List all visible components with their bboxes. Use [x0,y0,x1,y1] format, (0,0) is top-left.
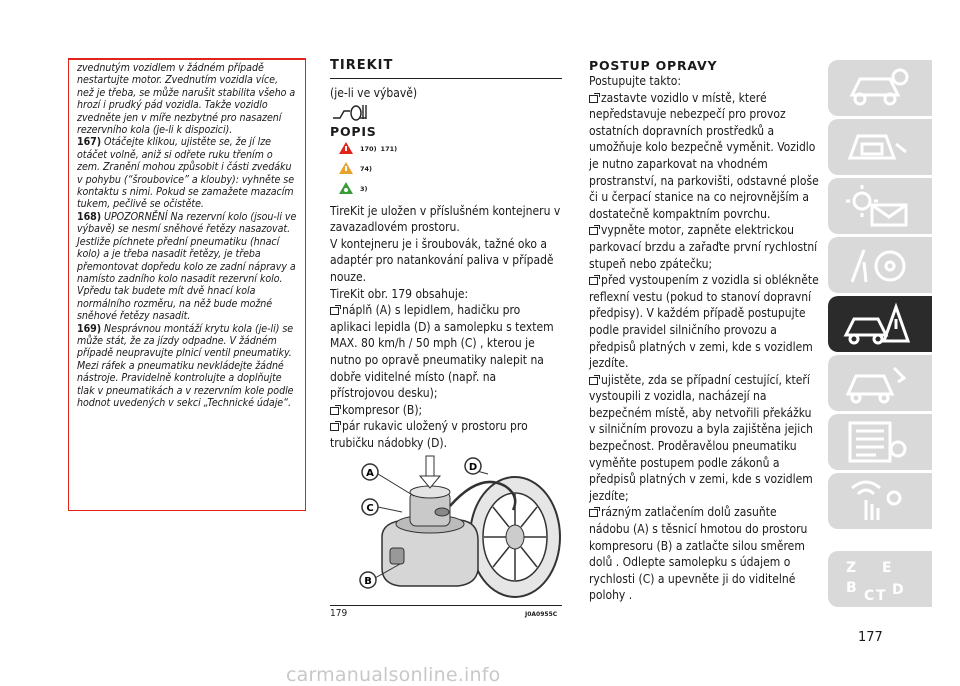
list-item [589,222,819,272]
lights-mail-icon [842,183,912,229]
tab-service[interactable] [828,355,932,411]
section-subtitle: (je-li ve výbavě) [330,86,418,100]
paragraph-1: TireKit je uložen v příslušném kontejneru v zavazadlovém prostoru. [330,203,561,235]
tab-tools[interactable] [828,237,932,293]
warning-box [68,58,306,511]
car-breakdown-icon [842,301,912,347]
car-service-icon [842,360,912,406]
list-item-text: ujistěte, zda se případní cestující, kteří vystoupili z vozidla, nacházejí na bezpečném místě, aby netvořili překážku v silničním provozu a byla zajištěna jejich bezpečnost. Proděravělou pneumatiku vyměňte postupem podle zákonů a předpisů platných v zemi, kde s vozidlem jezdíte; [589,372,813,503]
figure-code: J0A0955C [525,611,558,618]
tab-interior[interactable] [828,119,932,175]
list-item-text: zastavte vozidlo v místě, které nepředstavuje nebezpečí pro provoz ostatních dopravních prostředků a umožňuje kolo bezpečně vyměnit. Vozidlo je nutno zaparkovat na vhodném prostranství, na parkovišti, odstavné ploše či u čerpací stanice na co nejrovnějším a dostatečně kompaktním povrchu. [589,90,819,221]
warning-paragraph: zvednutým vozidlem v žádném případě nestartujte motor. Zvednutím vozidla více, než je třeba, se může narušit stabilita všeho a hrozí i prudký pád vozidla. Takže vozidlo zvedněte jen v míře nezbytné pro nasazení rezervního kola (je-li k dispozici). [77,62,296,137]
tab-lights-mail[interactable] [828,178,932,234]
index-letters-icon [842,556,912,612]
label-c: C [366,503,374,514]
warning-167 [77,136,297,210]
list-item [589,372,819,505]
svg-text:D: D [892,582,904,598]
bullet-icon [330,423,339,431]
ref-row-caution [338,159,562,179]
tab-media[interactable] [828,473,932,529]
danger-hand-icon [338,141,354,157]
section-title: TIREKIT [330,58,394,73]
bullet-icon [330,407,339,415]
list-item-text: pár rukavic uložený v prostoru pro trubičku nádobky (D). [330,419,528,450]
list-item [330,418,562,451]
ref-170: 170) [360,144,377,153]
warning-168-text: UPOZORNĚNÍ Na rezervní kolo (jsou-li ve výbavě) se nesmí sněhové řetězy nasazovat. Jestliže píchnete přední pneumatiku (hnací kolo) a je třeba nasadit řetězy, je třeba přemontovat dopředu kolo ze zadní nápravy a namísto zadního kolo nasadit rezervní kolo. Vpředu tak budete mít dvě hnací kola normálního rozměru, na něž bude možné sněhové řetězy nasadit. [77,210,297,323]
arrow-down-icon [420,456,440,488]
environment-icon [338,181,354,197]
list-item-text: rázným zatlačením dolů zasuňte nádobu (A) s těsnicí hmotou do prostoru kompresoru (B) a zatlačte silou směrem dolů . Odlepte samolepku s údajem o rychlosti (C) a upevněte ji do viditelné polohy . [589,505,808,603]
compressor-illustration [382,486,478,586]
tab-specs[interactable] [828,414,932,470]
bullet-icon [330,307,339,315]
list-item [589,504,819,604]
svg-text:C: C [864,588,875,604]
bullet-icon [589,509,598,517]
ref-row-environment [338,179,562,199]
list-item-text: náplň (A) s lepidlem, hadičku pro aplikaci lepidla (D) a samolepku s textem MAX. 80 km/h / 50 mph (C) , kterou je nutno po opravě pneumatiky nalepit na dobře viditelné místo (např. na přístrojovou desku); [330,303,554,401]
list-item [589,272,819,372]
paragraph-3: TireKit obr. 179 obsahuje: [330,286,469,301]
list-item [330,302,562,402]
list-item-text: kompresor (B); [342,402,423,417]
bullet-icon [589,377,598,385]
specs-list-icon [842,419,912,465]
note-number-169: 169) [77,322,102,335]
bullet-icon [589,95,598,103]
tirekit-section [330,58,562,452]
svg-text:Z: Z [846,560,857,576]
warning-169 [77,323,297,410]
paragraph-2: V kontejneru je i šroubovák, tažné oko a adaptér pro natankování paliva v případě nouze. [330,236,554,284]
label-b: B [364,576,372,587]
procedure-title: POSTUP OPRAVY [589,58,718,73]
watermark: carmanualsonline.info [286,664,501,686]
warning-169-text: Nesprávnou montáží krytu kola (je-li) se může stát, že za jízdy odpadne. V žádném případě neupravujte plnicí ventil pneumatiky. Mezi ráfek a pneumatiku nevkládejte žádné nástroje. Pravidelně kontrolujte a doplňujte tlak v pneumatikách a v rezervním kole podle hodnot uvedených v sekci „Technické údaje“. [77,322,294,409]
repair-procedure-section [589,58,819,604]
label-a: A [366,468,374,479]
tab-index[interactable] [828,551,932,607]
warning-168 [77,211,297,323]
car-dashboard-icon [842,65,912,111]
media-touch-icon [842,478,912,524]
ref-171: 171) [380,144,398,153]
ref-3: 3) [360,184,368,193]
list-item [330,402,562,419]
list-item [589,90,819,223]
caution-car-icon [338,161,354,177]
bullet-icon [589,227,598,235]
warning-167-text: Otáčejte klikou, ujistěte se, že jí lze otáčet volně, aniž si odřete ruku třením o zem. Zranění mohou způsobit i části zvedáku v pohybu (“šroubovice” a klouby): vyhněte se kontaktu s nimi. Pokud se zamažete mazacím tukem, pečlivě se očistěte. [77,136,295,211]
list-item-text: před vystoupením z vozidla si oblékněte reflexní vestu (pokud to stanoví dopravní předpisy). V každém případě postupujte podle pravidel silničního provozu a předpisů platných v zemi, kde s vozidlem jezdíte. [589,273,819,371]
svg-text:E: E [882,560,892,576]
title-rule [330,78,562,79]
tab-breakdown[interactable] [828,296,932,352]
svg-text:T: T [876,588,886,604]
figure-number: 179 [330,608,348,619]
tools-steering-icon [842,242,912,288]
label-d: D [468,462,478,473]
tab-dashboard[interactable] [828,60,932,116]
note-number-168: 168) [77,210,102,223]
bullet-icon [589,277,598,285]
tire-kit-symbol-icon [330,102,562,124]
ref-row-danger [338,139,562,159]
tirekit-figure [330,452,562,602]
ref-74: 74) [360,164,373,173]
popis-heading: POPIS [330,123,377,139]
car-interior-icon [842,124,912,170]
svg-text:B: B [846,580,857,596]
page-number: 177 [858,630,883,645]
procedure-intro: Postupujte takto: [589,74,681,88]
note-number-167: 167) [77,136,102,149]
figure-rule [330,605,562,606]
list-item-text: vypněte motor, zapněte elektrickou parkovací brzdu a zařaďte první rychlostní stupeň nebo zpátečku; [589,223,818,271]
